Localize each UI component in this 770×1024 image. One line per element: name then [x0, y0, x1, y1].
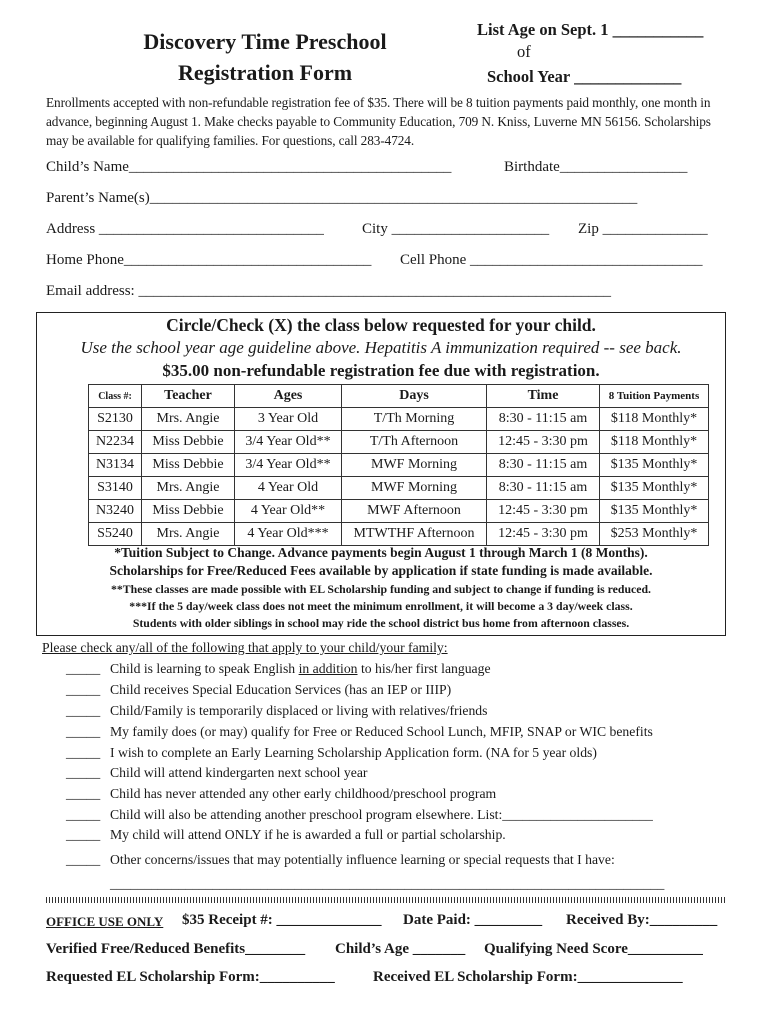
note-enrollment: ***If the 5 day/week class does not meet the minimum enrollment, it will become a 3 day/week class.: [129, 599, 633, 613]
parents-name-field[interactable]: Parent’s Name(s)_________________________________________________________________: [46, 190, 638, 206]
home-phone-field[interactable]: Home Phone_________________________________: [46, 252, 372, 268]
time: 12:45 - 3:30 pm: [487, 431, 600, 454]
requested-el-field[interactable]: Requested EL Scholarship Form:__________: [46, 969, 335, 985]
intro-paragraph: Enrollments accepted with non-refundable registration fee of $35. There will be 8 tuition payments paid monthly, one month in advance, beginning August 1. Make checks payable to Community Education, 709 N. Kniss, Luverne MN 56156. Scholarships may be available for qualifying families. For questions, call 283-4724.: [46, 95, 711, 148]
table-row[interactable]: [89, 408, 709, 431]
days: MWF Morning: [342, 454, 487, 477]
receipt-field[interactable]: $35 Receipt #: ______________: [182, 912, 382, 928]
divider: [46, 897, 726, 903]
check-item-scholarship-app: I wish to complete an Early Learning Scholarship Application form. (NA for 5 year olds): [110, 745, 597, 760]
teacher: Miss Debbie: [142, 454, 235, 477]
teacher: Miss Debbie: [142, 431, 235, 454]
cell-phone-field[interactable]: Cell Phone _______________________________: [400, 252, 703, 268]
of-text: of: [517, 42, 531, 61]
time: 8:30 - 11:15 am: [487, 454, 600, 477]
item-text: to his/her first language: [357, 661, 491, 676]
check-item-free-lunch: My family does (or may) qualify for Free or Reduced School Lunch, MFIP, SNAP or WIC benefits: [110, 724, 653, 739]
teacher: Miss Debbie: [142, 500, 235, 523]
tuition: $118 Monthly*: [600, 431, 709, 454]
item-text: Child is learning to speak English: [110, 661, 299, 676]
check-item-only-scholarship: My child will attend ONLY if he is awarded a full or partial scholarship.: [110, 827, 506, 842]
table-row[interactable]: [89, 500, 709, 523]
time: 12:45 - 3:30 pm: [487, 500, 600, 523]
tuition: $135 Monthly*: [600, 454, 709, 477]
item-text-underlined: in addition: [298, 661, 358, 676]
days: MWF Morning: [342, 477, 487, 500]
col-header-time: Time: [487, 385, 600, 408]
table-row[interactable]: [89, 523, 709, 546]
days: MWF Afternoon: [342, 500, 487, 523]
checkbox-blank[interactable]: _____: [66, 827, 101, 842]
teacher: Mrs. Angie: [142, 477, 235, 500]
col-header-ages: Ages: [235, 385, 342, 408]
time: 8:30 - 11:15 am: [487, 408, 600, 431]
checkbox-blank[interactable]: _____: [66, 703, 101, 718]
class-box-subheading: Use the school year age guideline above. Hepatitis A immunization required -- see back.: [80, 338, 682, 357]
col-header-days: Days: [342, 385, 487, 408]
tuition: $135 Monthly*: [600, 477, 709, 500]
note-scholarships: Scholarships for Free/Reduced Fees available by application if state funding is made available.: [109, 563, 653, 578]
ages: 4 Year Old**: [235, 500, 342, 523]
checkbox-blank[interactable]: _____: [66, 724, 101, 739]
checkbox-blank[interactable]: _____: [66, 682, 101, 697]
days: MTWTHF Afternoon: [342, 523, 487, 546]
note-bus: Students with older siblings in school may ride the school district bus home from afternoon classes.: [132, 616, 630, 630]
class-box-heading: Circle/Check (X) the class below requested for your child.: [166, 315, 596, 335]
class-number: S3140: [89, 477, 142, 500]
concerns-line[interactable]: _________________________________________________________________________________: [110, 876, 665, 891]
time: 12:45 - 3:30 pm: [487, 523, 600, 546]
tuition: $118 Monthly*: [600, 408, 709, 431]
school-year-field[interactable]: School Year _____________: [487, 67, 682, 86]
class-number: N3134: [89, 454, 142, 477]
days: T/Th Afternoon: [342, 431, 487, 454]
class-number: S5240: [89, 523, 142, 546]
checkbox-blank[interactable]: _____: [66, 852, 101, 867]
address-field[interactable]: Address ______________________________: [46, 221, 324, 237]
email-field[interactable]: Email address: _______________________________________________________________: [46, 283, 611, 299]
tuition: $135 Monthly*: [600, 500, 709, 523]
city-field[interactable]: City _____________________: [362, 221, 550, 237]
check-item-english: [110, 661, 491, 677]
check-item-other-preschool: Child will also be attending another preschool program elsewhere. List:______________________: [110, 807, 653, 822]
fee-line: $35.00 non-refundable registration fee due with registration.: [162, 361, 600, 380]
teacher: Mrs. Angie: [142, 408, 235, 431]
zip-field[interactable]: Zip ______________: [578, 221, 708, 237]
checkbox-blank[interactable]: _____: [66, 661, 101, 676]
checkbox-blank[interactable]: _____: [66, 807, 101, 822]
ages: 3/4 Year Old**: [235, 454, 342, 477]
ages: 3/4 Year Old**: [235, 431, 342, 454]
class-number: S2130: [89, 408, 142, 431]
time: 8:30 - 11:15 am: [487, 477, 600, 500]
date-paid-field[interactable]: Date Paid: _________: [403, 912, 543, 928]
ages: 4 Year Old: [235, 477, 342, 500]
teacher: Mrs. Angie: [142, 523, 235, 546]
table-row[interactable]: [89, 431, 709, 454]
age-field[interactable]: List Age on Sept. 1 ___________: [477, 20, 704, 39]
checkbox-blank[interactable]: _____: [66, 745, 101, 760]
received-el-field[interactable]: Received EL Scholarship Form:______________: [373, 969, 683, 985]
ages: 4 Year Old***: [235, 523, 342, 546]
birthdate-field[interactable]: Birthdate_________________: [504, 159, 688, 175]
col-header-class: Class #:: [89, 385, 142, 408]
checkbox-blank[interactable]: _____: [66, 786, 101, 801]
checklist-heading: Please check any/all of the following that apply to your child/your family:: [42, 640, 448, 655]
check-item-never-attended: Child has never attended any other early childhood/preschool program: [110, 786, 497, 801]
tuition: $253 Monthly*: [600, 523, 709, 546]
class-number: N3240: [89, 500, 142, 523]
table-header-row: [89, 385, 709, 408]
form-subtitle: Registration Form: [177, 60, 353, 85]
note-el-funding: **These classes are made possible with EL Scholarship funding and subject to change if funding is reduced.: [110, 582, 651, 596]
verified-benefits-field[interactable]: Verified Free/Reduced Benefits________: [46, 941, 306, 957]
class-number: N2234: [89, 431, 142, 454]
class-table: [88, 384, 709, 546]
table-row[interactable]: [89, 454, 709, 477]
check-item-special-ed: Child receives Special Education Services (has an IEP or IIIP): [110, 682, 452, 697]
office-use-label: OFFICE USE ONLY: [46, 914, 164, 929]
note-tuition: *Tuition Subject to Change. Advance payments begin August 1 through March 1 (8 Months).: [114, 545, 648, 560]
check-item-other-concerns: Other concerns/issues that may potentially influence learning or special requests that I have:: [110, 852, 615, 867]
class-selection-box: [36, 312, 726, 636]
checkbox-blank[interactable]: _____: [66, 765, 101, 780]
col-header-teacher: Teacher: [142, 385, 235, 408]
received-by-field[interactable]: Received By:_________: [566, 912, 718, 928]
childs-age-field[interactable]: Child’s Age _______: [335, 941, 466, 957]
col-header-tuition: 8 Tuition Payments: [600, 385, 709, 408]
table-row[interactable]: [89, 477, 709, 500]
check-item-displaced: Child/Family is temporarily displaced or living with relatives/friends: [110, 703, 488, 718]
need-score-field[interactable]: Qualifying Need Score__________: [484, 941, 703, 957]
form-title: Discovery Time Preschool: [143, 29, 387, 54]
days: T/Th Morning: [342, 408, 487, 431]
check-item-kindergarten: Child will attend kindergarten next school year: [110, 765, 368, 780]
child-name-field[interactable]: Child’s Name___________________________________________: [46, 159, 452, 175]
ages: 3 Year Old: [235, 408, 342, 431]
